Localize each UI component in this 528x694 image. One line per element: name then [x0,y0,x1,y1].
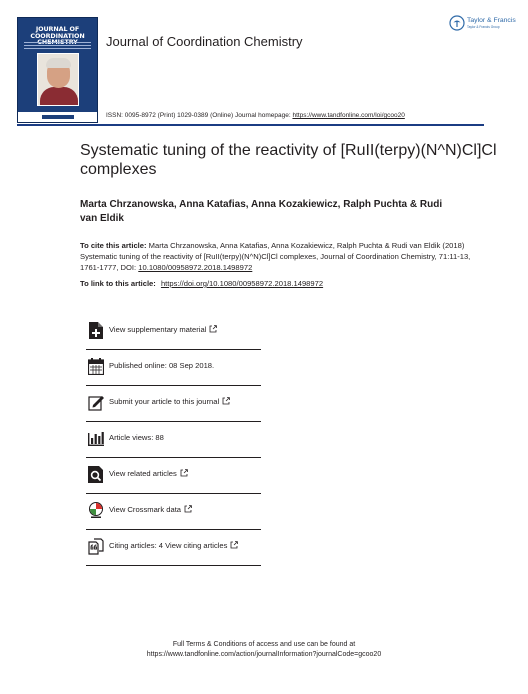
article-doi-url[interactable]: https://doi.org/10.1080/00958972.2018.1498972 [160,279,324,288]
terms-text: Full Terms & Conditions of access and use can be found at [172,641,356,648]
action-label: Submit your article to this journal [109,397,220,406]
publisher-logo[interactable] [449,15,516,31]
journal-homepage-link[interactable]: https://www.tandfonline.com/loi/gcoo20 [292,112,405,119]
action-label: Published online: 08 Sep 2018. [109,361,215,370]
journal-name[interactable]: Journal of Coordination Chemistry [106,34,303,49]
external-link-icon [222,397,230,405]
publisher-logo-icon [449,15,465,31]
external-link-icon [209,325,217,333]
header-divider [17,124,484,126]
action-article-views [86,422,261,458]
supplementary-icon [88,322,104,339]
edit-icon [88,394,104,411]
cover-publisher-mark [18,112,97,122]
issn-line [106,112,405,119]
cover-title-line-2: COORDINATION [30,31,85,40]
terms-footer [0,640,528,660]
publisher-tagline: Taylor & Francis Group [467,25,500,29]
doi-link[interactable]: 10.1080/00958972.2018.1498972 [138,263,253,272]
crossmark-icon [88,502,104,519]
action-crossmark[interactable] [86,494,261,530]
action-label: View Crossmark data [109,505,182,514]
action-submit-article[interactable] [86,386,261,422]
journal-cover [17,17,98,123]
cover-subtitle-lines [24,42,91,52]
action-label: View related articles [109,469,177,478]
article-actions [86,314,261,566]
article-title: Systematic tuning of the reactivity of [RuII(terpy)(N^N)Cl]Cl complexes [80,142,497,178]
link-label: To link to this article: [80,279,156,288]
citation-block [80,240,480,273]
cover-title-line-1: JOURNAL OF [35,25,80,33]
action-related-articles[interactable] [86,458,261,494]
terms-url[interactable]: https://www.tandfonline.com/action/journalInformation?journalCode=gcoo20 [146,651,382,658]
article-authors: Marta Chrzanowska, Anna Katafias, Anna Kozakiewicz, Ralph Puchta & Rudi van Eldik [80,199,443,224]
citing-articles-icon [88,538,104,555]
cite-text: Marta Chrzanowska, Anna Katafias, Anna Kozakiewicz, Ralph Puchta & Rudi van Eldik (2018) Systematic tuning of the reactivity of [RuII(terpy)(N^N)Cl]Cl complexes, Journal of Coordination Chemistry, 71:11-13, 1761-1777, DOI: [80,241,471,272]
action-citing-articles[interactable] [86,530,261,566]
action-label: Citing articles: 4 View citing articles [109,541,228,550]
cover-photo [37,53,79,106]
external-link-icon [184,505,192,513]
action-supplementary[interactable] [86,314,261,350]
action-label: Article views: 88 [109,433,164,442]
issn-text: ISSN: 0095-8972 (Print) 1029-0389 (Online) Journal homepage: [106,112,291,119]
publisher-name: Taylor & Francis [467,17,516,24]
action-published-online [86,350,261,386]
external-link-icon [230,541,238,549]
action-label: View supplementary material [109,325,207,334]
cite-label: To cite this article: [80,241,147,250]
related-articles-icon [88,466,104,483]
external-link-icon [180,469,188,477]
article-link-line [80,279,323,288]
calendar-icon [88,358,104,375]
bar-chart-icon [88,430,104,447]
